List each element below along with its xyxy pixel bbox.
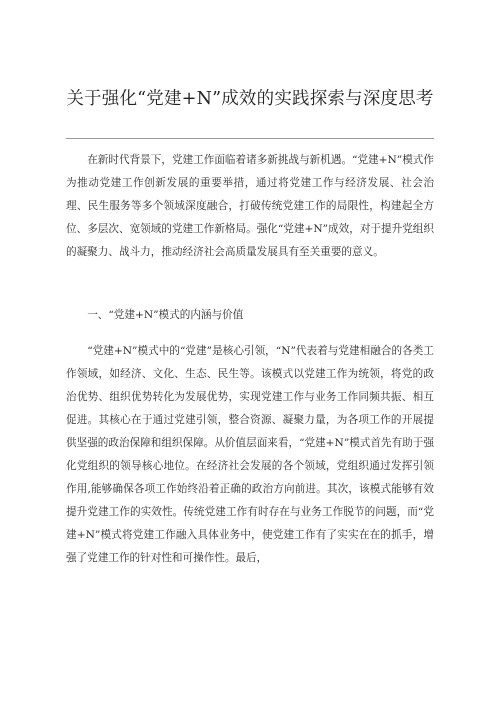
intro-paragraph: 在新时代背景下，党建工作面临着诸多新挑战与新机遇。“党建+N”模式作为推动党建工作创新发展的重要举措，通过将党建工作与经济发展、社会治理、民生服务等多个领域深度融合，打破传统党建工作的局限性，构建起全方位、多层次、宽领域的党建工作新格局。强化“党建+N”成效，对于提升党组织的凝聚力、战斗力，推动经济社会高质量发展具有至关重要的意义。 — [66, 154, 434, 258]
section-paragraph: “党建+N”模式中的“党建”是核心引领，“N”代表着与党建相融合的各类工作领域，如经济、文化、生态、民生等。该模式以党建工作为统领，将党的政治优势、组织优势转化为发展优势，实现党建工作与业务工作同频共振、相互促进。其核心在于通过党建引领，整合资源、凝聚力量，为各项工作的开展提供坚强的政治保障和组织保障。从价值层面来看，“党建+N”模式首先有助于强化党组织的领导核心地位。在经济社会发展的各个领域，党组织通过发挥引领作用,能够确保各项工作始终沿着正确的政治方向前进。其次，该模式能够有效提升党建工作的实效性。传统党建工作有时存在与业务工作脱节的问题，而“党建+N”模式将党建工作融入具体业务中，使党建工作有了实实在在的抓手，增强了党建工作的针对性和可操作性。最后， — [66, 345, 434, 564]
section-heading: 一、“党建+N”模式的内涵与价值 — [87, 309, 244, 321]
title-divider — [66, 138, 434, 139]
document-title: 关于强化“党建+N”成效的实践探索与深度思考 — [66, 89, 434, 109]
